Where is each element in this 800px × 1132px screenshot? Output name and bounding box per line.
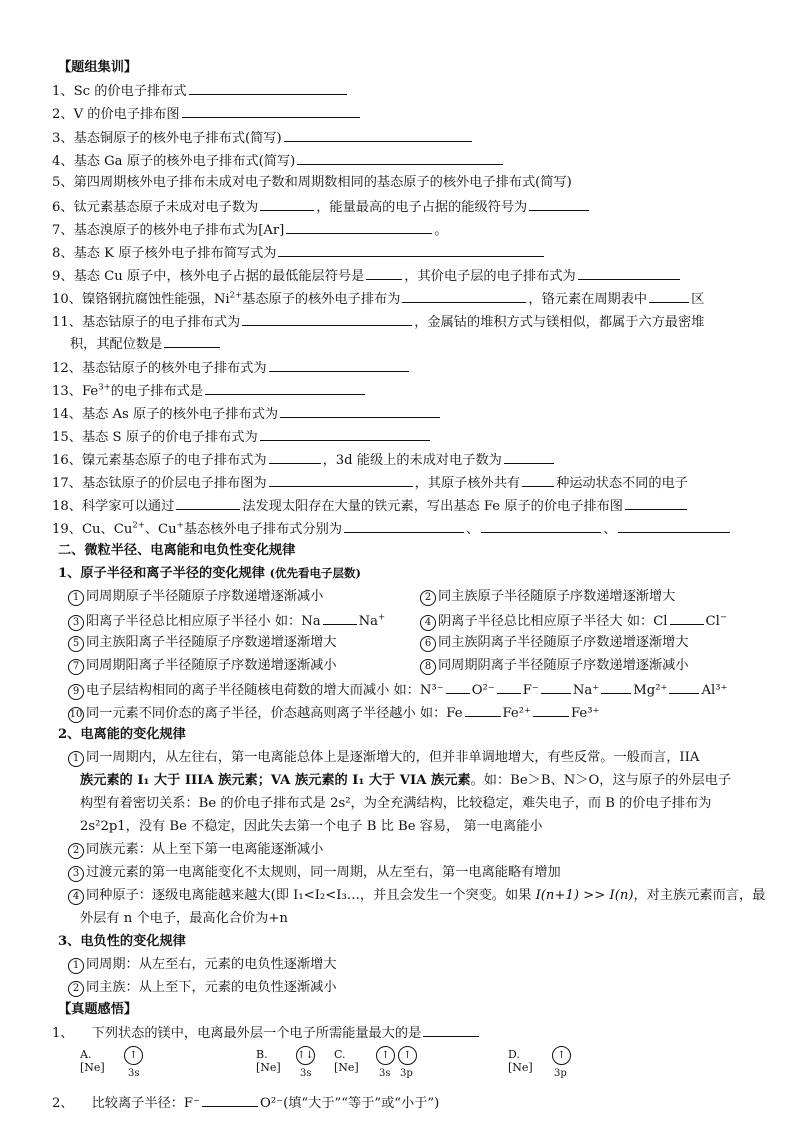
answer-blank[interactable] <box>323 610 357 625</box>
rule-7: 7 同周期阳离子半径随原子序数递增逐渐减小 <box>68 656 408 675</box>
question-3: 3、基态铜原子的核外电子排布式(简写) <box>52 127 750 148</box>
section-2-title: 二、微粒半径、电离能和电负性变化规律 <box>58 543 296 558</box>
answer-blank[interactable] <box>481 518 601 533</box>
question-16: 16、镍元素基态原子的电子排布式为 ，3d 能级上的未成对电子数为 <box>52 449 750 470</box>
section-header-practice: 【题组集训】 <box>58 60 138 75</box>
orbital-circle: ↑ <box>376 1046 395 1065</box>
answer-blank[interactable] <box>297 150 503 165</box>
ionization-formula: I(n+1) >> I(n) <box>535 888 634 903</box>
ionization-rule-1-line-1: 1 同一周期内，从左往右，第一电离能总体上是逐渐增大的，但并非单调地增大，有些反常。一般而言，IIA <box>68 748 750 767</box>
subsection-3-title: 3、电负性的变化规律 <box>58 934 186 949</box>
orbital-circle: ↑ <box>552 1046 571 1065</box>
question-19: 19、Cu、$Cu^{2+}$、Cu+基态核外电子排布式分别为 、 、 <box>52 518 750 539</box>
question-13: 13、$Fe^{3+}$的电子排布式是 <box>52 380 750 401</box>
answer-blank[interactable] <box>189 80 347 95</box>
answer-blank[interactable] <box>533 702 569 717</box>
answer-blank[interactable] <box>344 518 464 533</box>
answer-blank[interactable] <box>366 265 402 280</box>
orbital-circle: ↑ <box>124 1046 143 1065</box>
ionization-rule-4-cont: 外层有 n 个电子，最高化合价为+n <box>80 911 288 926</box>
answer-blank[interactable] <box>625 495 687 510</box>
answer-blank[interactable] <box>269 449 321 464</box>
answer-blank[interactable] <box>670 610 704 625</box>
question-1: 1、Sc 的价电子排布式 <box>52 80 750 101</box>
answer-blank[interactable] <box>649 288 689 303</box>
orbital-circle: ↑↓ <box>296 1046 315 1065</box>
subsection-2-title: 2、电离能的变化规律 <box>58 727 186 742</box>
rule-5: 5 同主族阳离子半径随原子序数递增逐渐增大 <box>68 633 408 652</box>
answer-blank[interactable] <box>260 196 314 211</box>
real-question-1: 1、 下列状态的镁中，电离最外层一个电子所需能量最大的是 <box>52 1022 750 1043</box>
answer-blank[interactable] <box>529 196 589 211</box>
rule-3: 3 阳离子半径总比相应原子半径小 如：Na Na+ <box>68 610 408 631</box>
ionization-rule-3: 3 过渡元素的第一电离能变化不太规则，同一周期，从左至右，第一电离能略有增加 <box>68 863 750 882</box>
question-12: 12、基态钴原子的核外电子排布式为 <box>52 357 750 378</box>
question-15: 15、基态 S 原子的价电子排布式为 <box>52 426 750 447</box>
answer-blank[interactable] <box>164 333 220 348</box>
answer-blank[interactable] <box>541 679 571 694</box>
ionization-rule-2: 2 同族元素：从上至下第一电离能逐渐减小 <box>68 840 750 859</box>
rule-1: 1 同周期原子半径随原子序数递增逐渐减小 <box>68 587 408 606</box>
question-7: 7、基态溴原子的核外电子排布式为[Ar] 。 <box>52 219 750 240</box>
answer-blank[interactable] <box>280 403 440 418</box>
orbital-circle: ↑ <box>398 1046 417 1065</box>
answer-blank[interactable] <box>497 679 521 694</box>
rule-4: 4 阴离子半径总比相应原子半径大 如：Cl Cl− <box>420 610 750 631</box>
answer-blank[interactable] <box>504 449 554 464</box>
question-11: 11、基态钴原子的电子排布式为 ，金属钴的堆积方式与镁相似，都属于六方最密堆 <box>52 311 750 332</box>
rule-10: 10 同一元素不同价态的离子半径，价态越高则离子半径越小 如：Fe Fe²⁺ Fe³⁺ <box>68 702 750 723</box>
ionization-rule-4: 4 同种原子：逐级电离能越来越大(即 I₁<I₂<I₃…，并且会发生一个突变。如果 I(n+1) >> I(n)，对主族元素而言，最 <box>68 886 750 905</box>
answer-blank[interactable] <box>423 1022 479 1037</box>
real-question-2: 2、 比较离子半径：F⁻ O²⁻(填“大于”“等于”或“小于”) <box>52 1092 750 1113</box>
question-8: 8、基态 K 原子核外电子排布简写式为 <box>52 242 750 263</box>
ionization-rule-1-line-4: 2s²2p1，没有 Be 不稳定，因此失去第一个电子 B 比 Be 容易， 第一电离能小 <box>80 819 543 834</box>
answer-blank[interactable] <box>242 311 412 326</box>
answer-blank[interactable] <box>278 242 544 257</box>
ionization-rule-1-line-3: 构型有着密切关系：Be 的价电子排布式是 2s²，为全充满结构，比较稳定，难失电子，而 B 的价电子排布为 <box>80 796 712 811</box>
answer-blank[interactable] <box>205 380 365 395</box>
question-18: 18、科学家可以通过 法发现太阳存在大量的铁元素，写出基态 Fe 原子的价电子排布图 <box>52 495 750 516</box>
answer-blank[interactable] <box>269 472 413 487</box>
question-4: 4、基态 Ga 原子的核外电子排布式(简写) <box>52 150 750 171</box>
answer-blank[interactable] <box>284 127 472 142</box>
answer-blank[interactable] <box>522 472 554 487</box>
answer-blank[interactable] <box>446 679 470 694</box>
rule-9: 9 电子层结构相同的离子半径随核电荷数的增大而减小 如：N³⁻ O²⁻ F⁻ Na⁺ Mg²⁺ Al³⁺ <box>68 679 750 700</box>
electronegativity-rule-2: 2 同主族：从上至下，元素的电负性逐渐减小 <box>68 978 750 997</box>
answer-blank[interactable] <box>402 288 526 303</box>
answer-blank[interactable] <box>286 219 432 234</box>
answer-blank[interactable] <box>260 426 430 441</box>
answer-blank[interactable] <box>176 495 240 510</box>
rule-2: 2 同主族原子半径随原子序数递增逐渐增大 <box>420 587 750 606</box>
question-14: 14、基态 As 原子的核外电子排布式为 <box>52 403 750 424</box>
answer-blank[interactable] <box>465 702 501 717</box>
question-6: 6、钛元素基态原子未成对电子数为 ，能量最高的电子占据的能级符号为 <box>52 196 750 217</box>
rule-6: 6 同主族阴离子半径随原子序数递增逐渐增大 <box>420 633 750 652</box>
question-11-cont: 积，其配位数是 <box>70 333 750 354</box>
electronegativity-rule-1: 1 同周期：从左至右，元素的电负性逐渐增大 <box>68 955 750 974</box>
answer-blank[interactable] <box>578 265 680 280</box>
subsection-1-title: 1、原子半径和离子半径的变化规律 (优先看电子层数) <box>58 566 361 581</box>
answer-blank[interactable] <box>202 1092 258 1107</box>
answer-blank[interactable] <box>669 679 699 694</box>
ionization-rule-1-line-2: 族元素的 I₁ 大于 IIIA 族元素；VA 族元素的 I₁ 大于 VIA 族元素。如：Be＞B、N＞O，这与原子的外层电子 <box>80 773 732 788</box>
question-17: 17、基态钛原子的价层电子排布图为 ，其原子核外共有 种运动状态不同的电子 <box>52 472 750 493</box>
answer-blank[interactable] <box>269 357 409 372</box>
question-9: 9、基态 Cu 原子中，核外电子占据的最低能层符号是 ，其价电子层的电子排布式为 <box>52 265 750 286</box>
rule-8: 8 同周期阴离子半径随原子序数递增逐渐减小 <box>420 656 750 675</box>
question-2: 2、V 的价电子排布图 <box>52 103 750 124</box>
answer-blank[interactable] <box>618 518 730 533</box>
question-5: 5、第四周期核外电子排布未成对电子数和周期数相同的基态原子的核外电子排布式(简写) <box>52 175 572 190</box>
section-header-real-questions: 【真题感悟】 <box>58 1002 138 1017</box>
orbital-options: A.[Ne] ↑ 3s B.[Ne] ↑↓ 3s C.[Ne] ↑ 3s ↑ 3p D.[Ne] ↑ 3p <box>80 1046 760 1090</box>
question-10: 10、镍铬钢抗腐蚀性能强，$Ni^{2+}$基态原子的核外电子排布为 ，铬元素在周期表中 区 <box>52 288 750 309</box>
answer-blank[interactable] <box>182 103 360 118</box>
answer-blank[interactable] <box>601 679 631 694</box>
